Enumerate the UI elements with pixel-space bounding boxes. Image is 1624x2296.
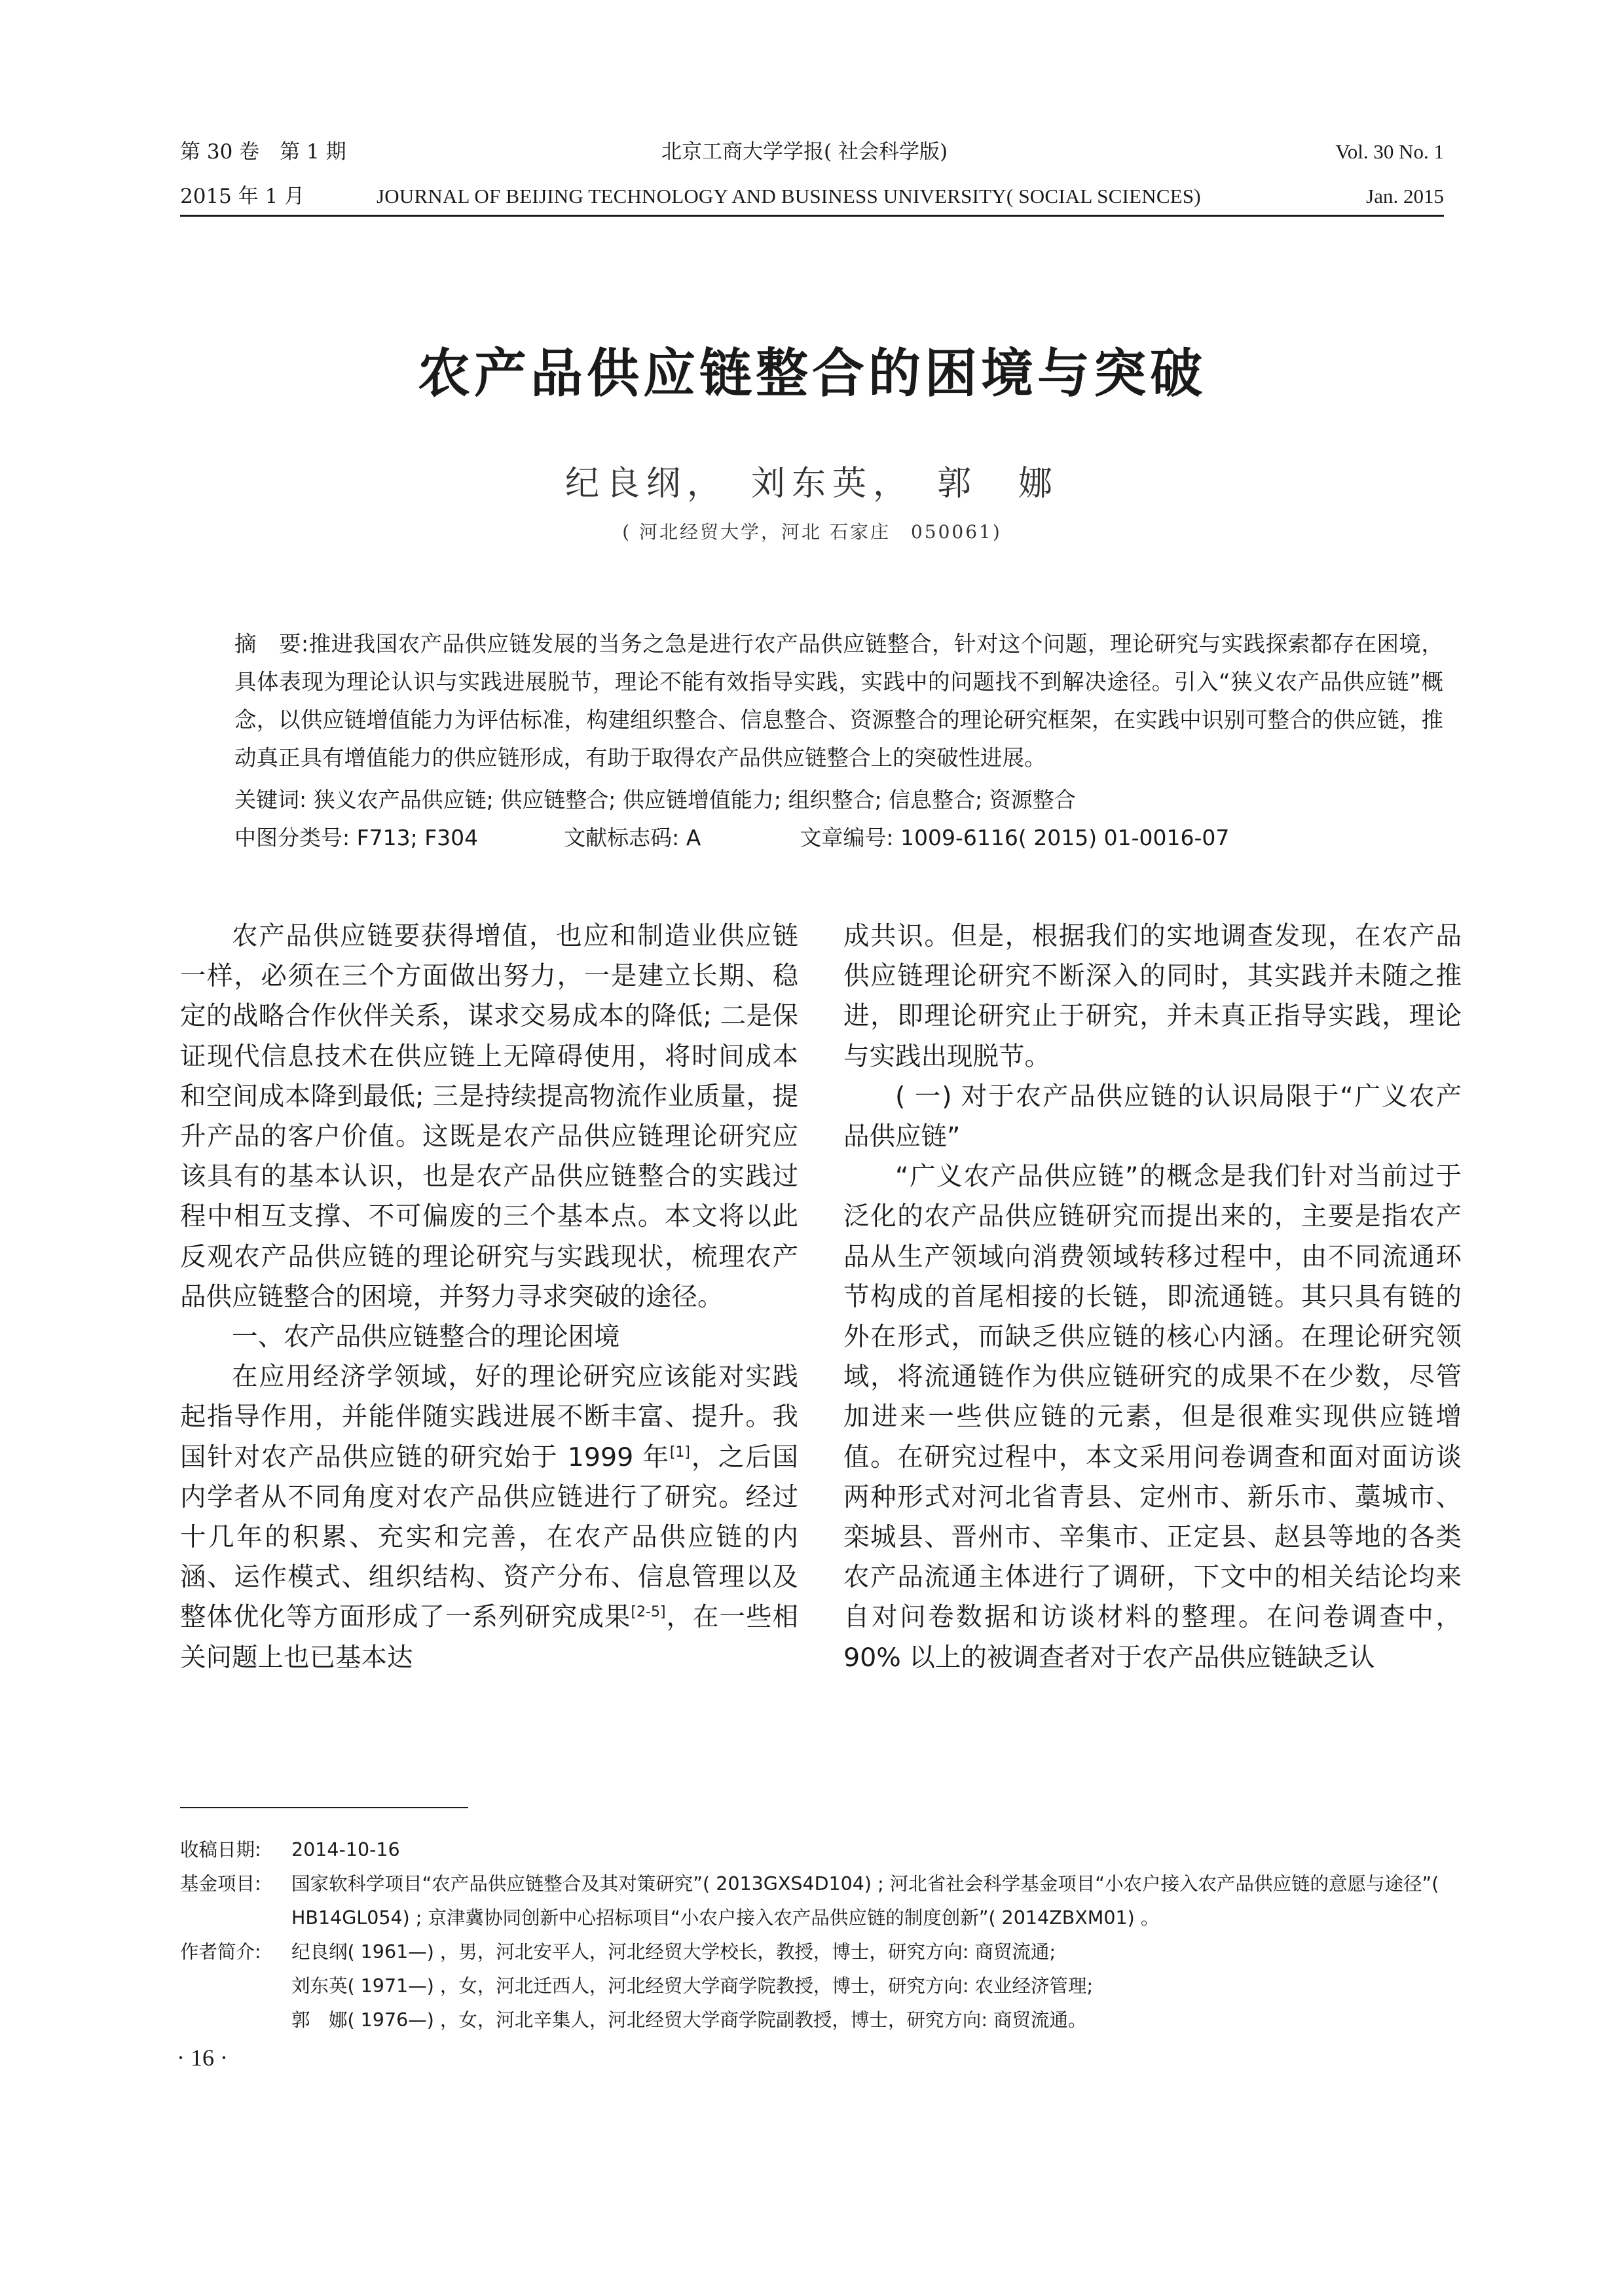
author-bio-2: 刘东英( 1971—) ，女，河北迁西人，河北经贸大学商学院教授，博士，研究方向: 农业经济管理; [291,1975,1094,1997]
author-bio-1: 纪良纲( 1961—) ，男，河北安平人，河北经贸大学校长，教授，博士，研究方向: 商贸流通; [291,1941,1056,1963]
clc-value: F713; F304 [356,825,479,850]
abstract-label: 摘 要: [234,631,309,657]
section-heading-1: 一、农产品供应链整合的理论困境 [232,1322,620,1353]
header-rule [180,215,1444,217]
author-bio-label: 作者简介: [180,1941,261,1963]
p2-text-c: ，在一些相关问题上也已基本达 [180,1602,799,1673]
keywords [234,783,1076,814]
header-journal-cn: 北京工商大学学报( 社会科学版) [661,140,948,164]
abstract [234,625,1443,777]
body-column-left [180,917,798,1678]
p2-text-a: 在应用经济学领域，好的理论研究应该能对实践起指导作用，并能伴随实践进展不断丰富、提升。我国针对农产品供应链的研究始于 1999 年 [180,1362,798,1472]
received-date: 2014-10-16 [291,1839,400,1861]
doc-code-label: 文献标志码: [564,825,680,850]
author-affiliation: ( 河北经贸大学，河北 石家庄 050061) [622,521,1002,543]
author-bio-3: 郭 娜( 1976—) ，女，河北辛集人，河北经贸大学商学院副教授，博士，研究方向: 商贸流通。 [291,2009,1087,2031]
article-number-label: 文章编号: [800,825,894,850]
header-journal-en: JOURNAL OF BEIJING TECHNOLOGY AND BUSINESS UNIVERSITY( SOCIAL SCIENCES) [377,185,1201,208]
footnote-received [180,1833,1450,1867]
footnote-fund [180,1867,1450,1935]
paper-title: 农产品供应链整合的困境与突破 [418,342,1206,404]
footnote-authors [180,1935,1450,2037]
header-date-en: Jan. 2015 [1366,185,1444,208]
body-paragraph-3: “广义农产品供应链”的概念是我们针对当前过于泛化的农产品供应链研究而提出来的，主要是指农产品从生产领域向消费领域转移过程中，由不同流通环节构成的首尾相接的长链，即流通链。其只具有链的外在形式，而缺乏供应链的核心内涵。在理论研究领域，将流通链作为供应链研究的成果不在少数，尽管加进来一些供应链的元素，但是很难实现供应链增值。在研究过程中，本文采用问卷调查和面对面访谈两种形式对河北省青县、定州市、新乐市、藁城市、栾城县、晋州市、辛集市、正定县、赵县等地的各类农产品流通主体进行了调研，下文中的相关结论均来自对问卷数据和访谈材料的整理。在问卷调查中，90% 以上的被调查者对于农产品供应链缺乏认 [843,1161,1462,1673]
keywords-label: 关键词: [234,787,307,812]
body-column-right [843,917,1462,1678]
classification-line [234,821,1229,852]
header-date-cn: 2015 年 1 月 [180,185,305,208]
keywords-text: 狭义农产品供应链; 供应链整合; 供应链增值能力; 组织整合; 信息整合; 资源整合 [313,787,1076,812]
author-bio-list [291,1935,1450,2037]
citation-2: [2-5] [631,1604,666,1621]
subsection-heading-1: ( 一) 对于农产品供应链的认识局限于“广义农产品供应链” [843,1081,1462,1152]
body-paragraph-2 [180,1357,798,1678]
paper-authors: 纪良纲， 刘东英， 郭 娜 [564,464,1059,503]
body-paragraph-1: 农产品供应链要获得增值，也应和制造业供应链一样，必须在三个方面做出努力，一是建立长期、稳定的战略合作伙伴关系，谋求交易成本的降低; 二是保证现代信息技术在供应链上无障碍使用，将时间成本和空间成本降到最低; 三是持续提高物流作业质量，提升产品的客户价值。这既是农产品供应链理论研究应该具有的基本认识，也是农产品供应链整合的实践过程中相互支撑、不可偏废的三个基本点。本文将以此反观农产品供应链的理论研究与实践现状，梳理农产品供应链整合的困境，并努力寻求突破的途径。 [180,921,798,1312]
p2-text-b: ，之后国内学者从不同角度对农产品供应链进行了研究。经过十几年的积累、充实和完善，在农产品供应链的内涵、运作模式、组织结构、资产分布、信息管理以及整体优化等方面形成了一系列研究成果 [180,1442,799,1633]
citation-1: [1] [669,1444,691,1461]
abstract-text: 推进我国农产品供应链发展的当务之急是进行农产品供应链整合，针对这个问题，理论研究与实践探索都存在困境，具体表现为理论认识与实践进展脱节，理论不能有效指导实践，实践中的问题找不到解决途径。引入“狭义农产品供应链”概念，以供应链增值能力为评估标准，构建组织整合、信息整合、资源整合的理论研究框架，在实践中识别可整合的供应链，推动真正具有增值能力的供应链形成，有助于取得农产品供应链整合上的突破性进展。 [234,631,1443,771]
footnote-rule [180,1807,468,1808]
received-label: 收稿日期: [180,1839,261,1861]
page-number: · 16 · [177,2045,228,2071]
clc-label: 中图分类号: [234,825,350,850]
header-volume-en: Vol. 30 No. 1 [1335,140,1444,163]
body-paragraph-2-cont: 成共识。但是，根据我们的实地调查发现，在农产品供应链理论研究不断深入的同时，其实践并未随之推进，即理论研究止于研究，并未真正指导实践，理论与实践出现脱节。 [843,921,1462,1072]
footnotes [180,1833,1450,2037]
fund-label: 基金项目: [180,1873,261,1895]
fund-text: 国家软科学项目“农产品供应链整合及其对策研究”( 2013GXS4D104) ; 河北省社会科学基金项目“小农户接入农产品供应链的意愿与途径”( HB14GL054) ; 京津冀协同创新中心招标项目“小农户接入农产品供应链的制度创新”( 2014ZBXM01) 。 [291,1873,1439,1929]
article-number-value: 1009-6116( 2015) 01-0016-07 [900,825,1230,850]
header-volume-cn: 第 30 卷 第 1 期 [180,140,346,164]
doc-code-value: A [686,825,701,850]
